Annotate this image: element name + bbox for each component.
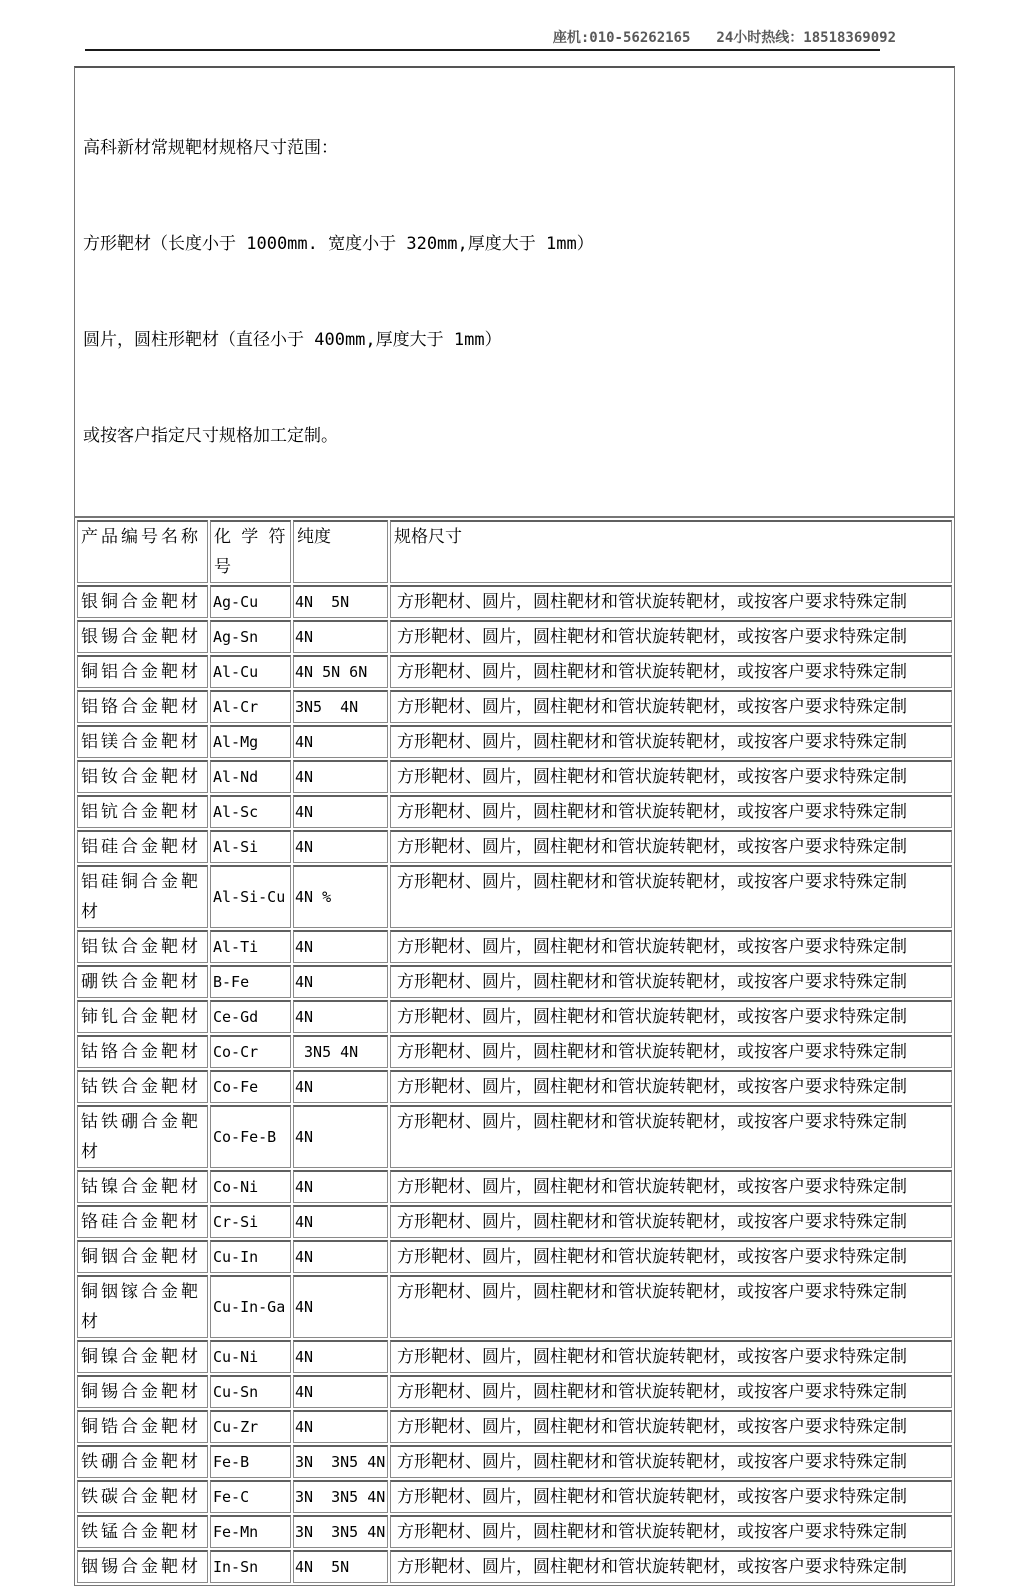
purity-cell: 3N5 4N (293, 690, 388, 723)
table-row (77, 1515, 952, 1548)
purity-cell: 4N (293, 965, 388, 998)
column-header-chemical-symbol: 化 学 符号 (210, 520, 291, 583)
purity-cell: 4N 5N (293, 585, 388, 618)
chemical-symbol-cell: In-Sn (210, 1550, 291, 1583)
spec-cell: 方形靶材、圆片，圆柱靶材和管状旋转靶材，或按客户要求特殊定制 (390, 1410, 952, 1443)
square-target-size: 方形靶材（长度小于 1000mm. 宽度小于 320mm,厚度大于 1mm） (83, 234, 594, 254)
purity-cell: 4N (293, 725, 388, 758)
table-row (77, 1105, 952, 1168)
column-header-purity: 纯度 (293, 520, 388, 583)
table-row (77, 1340, 952, 1373)
spec-cell: 方形靶材、圆片，圆柱靶材和管状旋转靶材，或按客户要求特殊定制 (390, 1035, 952, 1068)
spec-cell: 方形靶材、圆片，圆柱靶材和管状旋转靶材，或按客户要求特殊定制 (390, 1205, 952, 1238)
chemical-symbol-cell: Al-Sc (210, 795, 291, 828)
product-name-cell: 铁锰合金靶材 (77, 1515, 208, 1548)
product-name-cell: 铝钕合金靶材 (77, 760, 208, 793)
spec-cell: 方形靶材、圆片，圆柱靶材和管状旋转靶材，或按客户要求特殊定制 (390, 965, 952, 998)
chemical-symbol-cell: Cr-Si (210, 1205, 291, 1238)
table-row (77, 725, 952, 758)
header-divider (85, 49, 880, 51)
table-row (77, 830, 952, 863)
spec-cell: 方形靶材、圆片，圆柱靶材和管状旋转靶材，或按客户要求特殊定制 (390, 1000, 952, 1033)
product-name-cell: 铜铟合金靶材 (77, 1240, 208, 1273)
chemical-symbol-cell: Al-Ti (210, 930, 291, 963)
spec-cell: 方形靶材、圆片，圆柱靶材和管状旋转靶材，或按客户要求特殊定制 (390, 795, 952, 828)
purity-cell: 3N 3N5 4N (293, 1515, 388, 1548)
disc-target-size: 圆片，圆柱形靶材（直径小于 400mm,厚度大于 1mm） (83, 330, 502, 350)
table-row (77, 1170, 952, 1203)
spec-cell: 方形靶材、圆片，圆柱靶材和管状旋转靶材，或按客户要求特殊定制 (390, 1515, 952, 1548)
column-header-spec: 规格尺寸 (390, 520, 952, 583)
chemical-symbol-cell: Al-Nd (210, 760, 291, 793)
spec-cell: 方形靶材、圆片，圆柱靶材和管状旋转靶材，或按客户要求特殊定制 (390, 1480, 952, 1513)
chemical-symbol-cell: Fe-B (210, 1445, 291, 1478)
purity-cell: 4N (293, 830, 388, 863)
spec-cell: 方形靶材、圆片，圆柱靶材和管状旋转靶材，或按客户要求特殊定制 (390, 930, 952, 963)
spec-cell: 方形靶材、圆片，圆柱靶材和管状旋转靶材，或按客户要求特殊定制 (390, 865, 952, 928)
spec-cell: 方形靶材、圆片，圆柱靶材和管状旋转靶材，或按客户要求特殊定制 (390, 1375, 952, 1408)
purity-cell: 3N5 4N (293, 1035, 388, 1068)
product-name-cell: 银铜合金靶材 (77, 585, 208, 618)
chemical-symbol-cell: Co-Fe-B (210, 1105, 291, 1168)
product-name-cell: 铝铬合金靶材 (77, 690, 208, 723)
chemical-symbol-cell: Cu-Sn (210, 1375, 291, 1408)
chemical-symbol-cell: Ag-Sn (210, 620, 291, 653)
table-row (77, 1375, 952, 1408)
spec-cell: 方形靶材、圆片，圆柱靶材和管状旋转靶材，或按客户要求特殊定制 (390, 1550, 952, 1583)
purity-cell: 4N (293, 760, 388, 793)
chemical-symbol-cell: Al-Mg (210, 725, 291, 758)
purity-cell: 4N 5N (293, 1550, 388, 1583)
chemical-symbol-cell: Al-Cr (210, 690, 291, 723)
product-name-cell: 铝钪合金靶材 (77, 795, 208, 828)
purity-cell: 4N (293, 1410, 388, 1443)
purity-cell: 4N (293, 930, 388, 963)
table-row (77, 690, 952, 723)
product-name-cell: 铬硅合金靶材 (77, 1205, 208, 1238)
product-name-cell: 铜铟镓合金靶材 (77, 1275, 208, 1338)
spec-table-body (77, 585, 952, 1583)
product-name-cell: 硼铁合金靶材 (77, 965, 208, 998)
chemical-symbol-cell: Fe-C (210, 1480, 291, 1513)
purity-cell: 4N (293, 1070, 388, 1103)
purity-cell: 4N (293, 1340, 388, 1373)
chemical-symbol-cell: Cu-In-Ga (210, 1275, 291, 1338)
table-row (77, 760, 952, 793)
spec-cell: 方形靶材、圆片，圆柱靶材和管状旋转靶材，或按客户要求特殊定制 (390, 655, 952, 688)
table-header-row (77, 520, 952, 583)
table-row (77, 1000, 952, 1033)
purity-cell: 4N (293, 1000, 388, 1033)
purity-cell: 4N (293, 620, 388, 653)
table-row (77, 930, 952, 963)
purity-cell: 4N % (293, 865, 388, 928)
product-name-cell: 铝钛合金靶材 (77, 930, 208, 963)
table-row (77, 965, 952, 998)
chemical-symbol-cell: Cu-Ni (210, 1340, 291, 1373)
hotline-number: 24小时热线：18518369092 (716, 30, 896, 46)
purity-cell: 4N (293, 1105, 388, 1168)
purity-cell: 3N 3N5 4N (293, 1445, 388, 1478)
purity-cell: 4N (293, 1375, 388, 1408)
contact-header (553, 27, 896, 47)
table-row (77, 1550, 952, 1583)
product-name-cell: 铜镍合金靶材 (77, 1340, 208, 1373)
table-row (77, 795, 952, 828)
purity-cell: 4N (293, 1170, 388, 1203)
table-row (77, 1205, 952, 1238)
chemical-symbol-cell: Cu-In (210, 1240, 291, 1273)
spec-cell: 方形靶材、圆片，圆柱靶材和管状旋转靶材，或按客户要求特殊定制 (390, 1275, 952, 1338)
product-name-cell: 钴镍合金靶材 (77, 1170, 208, 1203)
table-row (77, 1480, 952, 1513)
table-row (77, 865, 952, 928)
product-name-cell: 钴铁合金靶材 (77, 1070, 208, 1103)
landline-number: 座机:010-56262165 (552, 30, 691, 46)
product-name-cell: 铜锆合金靶材 (77, 1410, 208, 1443)
chemical-symbol-cell: B-Fe (210, 965, 291, 998)
spec-cell: 方形靶材、圆片，圆柱靶材和管状旋转靶材，或按客户要求特殊定制 (390, 1340, 952, 1373)
product-name-cell: 铁碳合金靶材 (77, 1480, 208, 1513)
chemical-symbol-cell: Ce-Gd (210, 1000, 291, 1033)
product-name-cell: 铝镁合金靶材 (77, 725, 208, 758)
table-row (77, 1240, 952, 1273)
spec-cell: 方形靶材、圆片，圆柱靶材和管状旋转靶材，或按客户要求特殊定制 (390, 760, 952, 793)
table-row (77, 1035, 952, 1068)
spec-cell: 方形靶材、圆片，圆柱靶材和管状旋转靶材，或按客户要求特殊定制 (390, 1105, 952, 1168)
spec-cell: 方形靶材、圆片，圆柱靶材和管状旋转靶材，或按客户要求特殊定制 (390, 1240, 952, 1273)
spec-cell: 方形靶材、圆片，圆柱靶材和管状旋转靶材，或按客户要求特殊定制 (390, 830, 952, 863)
chemical-symbol-cell: Fe-Mn (210, 1515, 291, 1548)
purity-cell: 4N (293, 1240, 388, 1273)
custom-size-note: 或按客户指定尺寸规格加工定制。 (83, 426, 338, 446)
chemical-symbol-cell: Ag-Cu (210, 585, 291, 618)
chemical-symbol-cell: Al-Si-Cu (210, 865, 291, 928)
product-name-cell: 钴铁硼合金靶材 (77, 1105, 208, 1168)
spec-cell: 方形靶材、圆片，圆柱靶材和管状旋转靶材，或按客户要求特殊定制 (390, 585, 952, 618)
purity-cell: 4N (293, 1205, 388, 1238)
table-row (77, 1445, 952, 1478)
purity-cell: 4N (293, 795, 388, 828)
chemical-symbol-cell: Co-Cr (210, 1035, 291, 1068)
spec-cell: 方形靶材、圆片，圆柱靶材和管状旋转靶材，或按客户要求特殊定制 (390, 725, 952, 758)
size-range-title: 高科新材常规靶材规格尺寸范围： (83, 138, 338, 158)
spec-cell: 方形靶材、圆片，圆柱靶材和管状旋转靶材，或按客户要求特殊定制 (390, 620, 952, 653)
product-name-cell: 铝硅合金靶材 (77, 830, 208, 863)
table-row (77, 585, 952, 618)
chemical-symbol-cell: Al-Cu (210, 655, 291, 688)
table-row (77, 655, 952, 688)
product-name-cell: 铈钆合金靶材 (77, 1000, 208, 1033)
chemical-symbol-cell: Cu-Zr (210, 1410, 291, 1443)
product-name-cell: 铟锡合金靶材 (77, 1550, 208, 1583)
product-name-cell: 铜铝合金靶材 (77, 655, 208, 688)
table-row (77, 1410, 952, 1443)
column-header-product-name: 产品编号名称 (77, 520, 208, 583)
product-name-cell: 铁硼合金靶材 (77, 1445, 208, 1478)
purity-cell: 3N 3N5 4N (293, 1480, 388, 1513)
spec-cell: 方形靶材、圆片，圆柱靶材和管状旋转靶材，或按客户要求特殊定制 (390, 1445, 952, 1478)
table-row (77, 620, 952, 653)
purity-cell: 4N 5N 6N (293, 655, 388, 688)
product-name-cell: 铜锡合金靶材 (77, 1375, 208, 1408)
table-row (77, 1275, 952, 1338)
product-name-cell: 铝硅铜合金靶材 (77, 865, 208, 928)
spec-cell: 方形靶材、圆片，圆柱靶材和管状旋转靶材，或按客户要求特殊定制 (390, 690, 952, 723)
spec-cell: 方形靶材、圆片，圆柱靶材和管状旋转靶材，或按客户要求特殊定制 (390, 1070, 952, 1103)
spec-cell: 方形靶材、圆片，圆柱靶材和管状旋转靶材，或按客户要求特殊定制 (390, 1170, 952, 1203)
purity-cell: 4N (293, 1275, 388, 1338)
product-name-cell: 钴铬合金靶材 (77, 1035, 208, 1068)
document-body (74, 66, 955, 1586)
target-spec-table (74, 517, 955, 1586)
product-name-cell: 银锡合金靶材 (77, 620, 208, 653)
chemical-symbol-cell: Co-Fe (210, 1070, 291, 1103)
size-range-note (74, 66, 955, 517)
chemical-symbol-cell: Al-Si (210, 830, 291, 863)
chemical-symbol-cell: Co-Ni (210, 1170, 291, 1203)
table-row (77, 1070, 952, 1103)
